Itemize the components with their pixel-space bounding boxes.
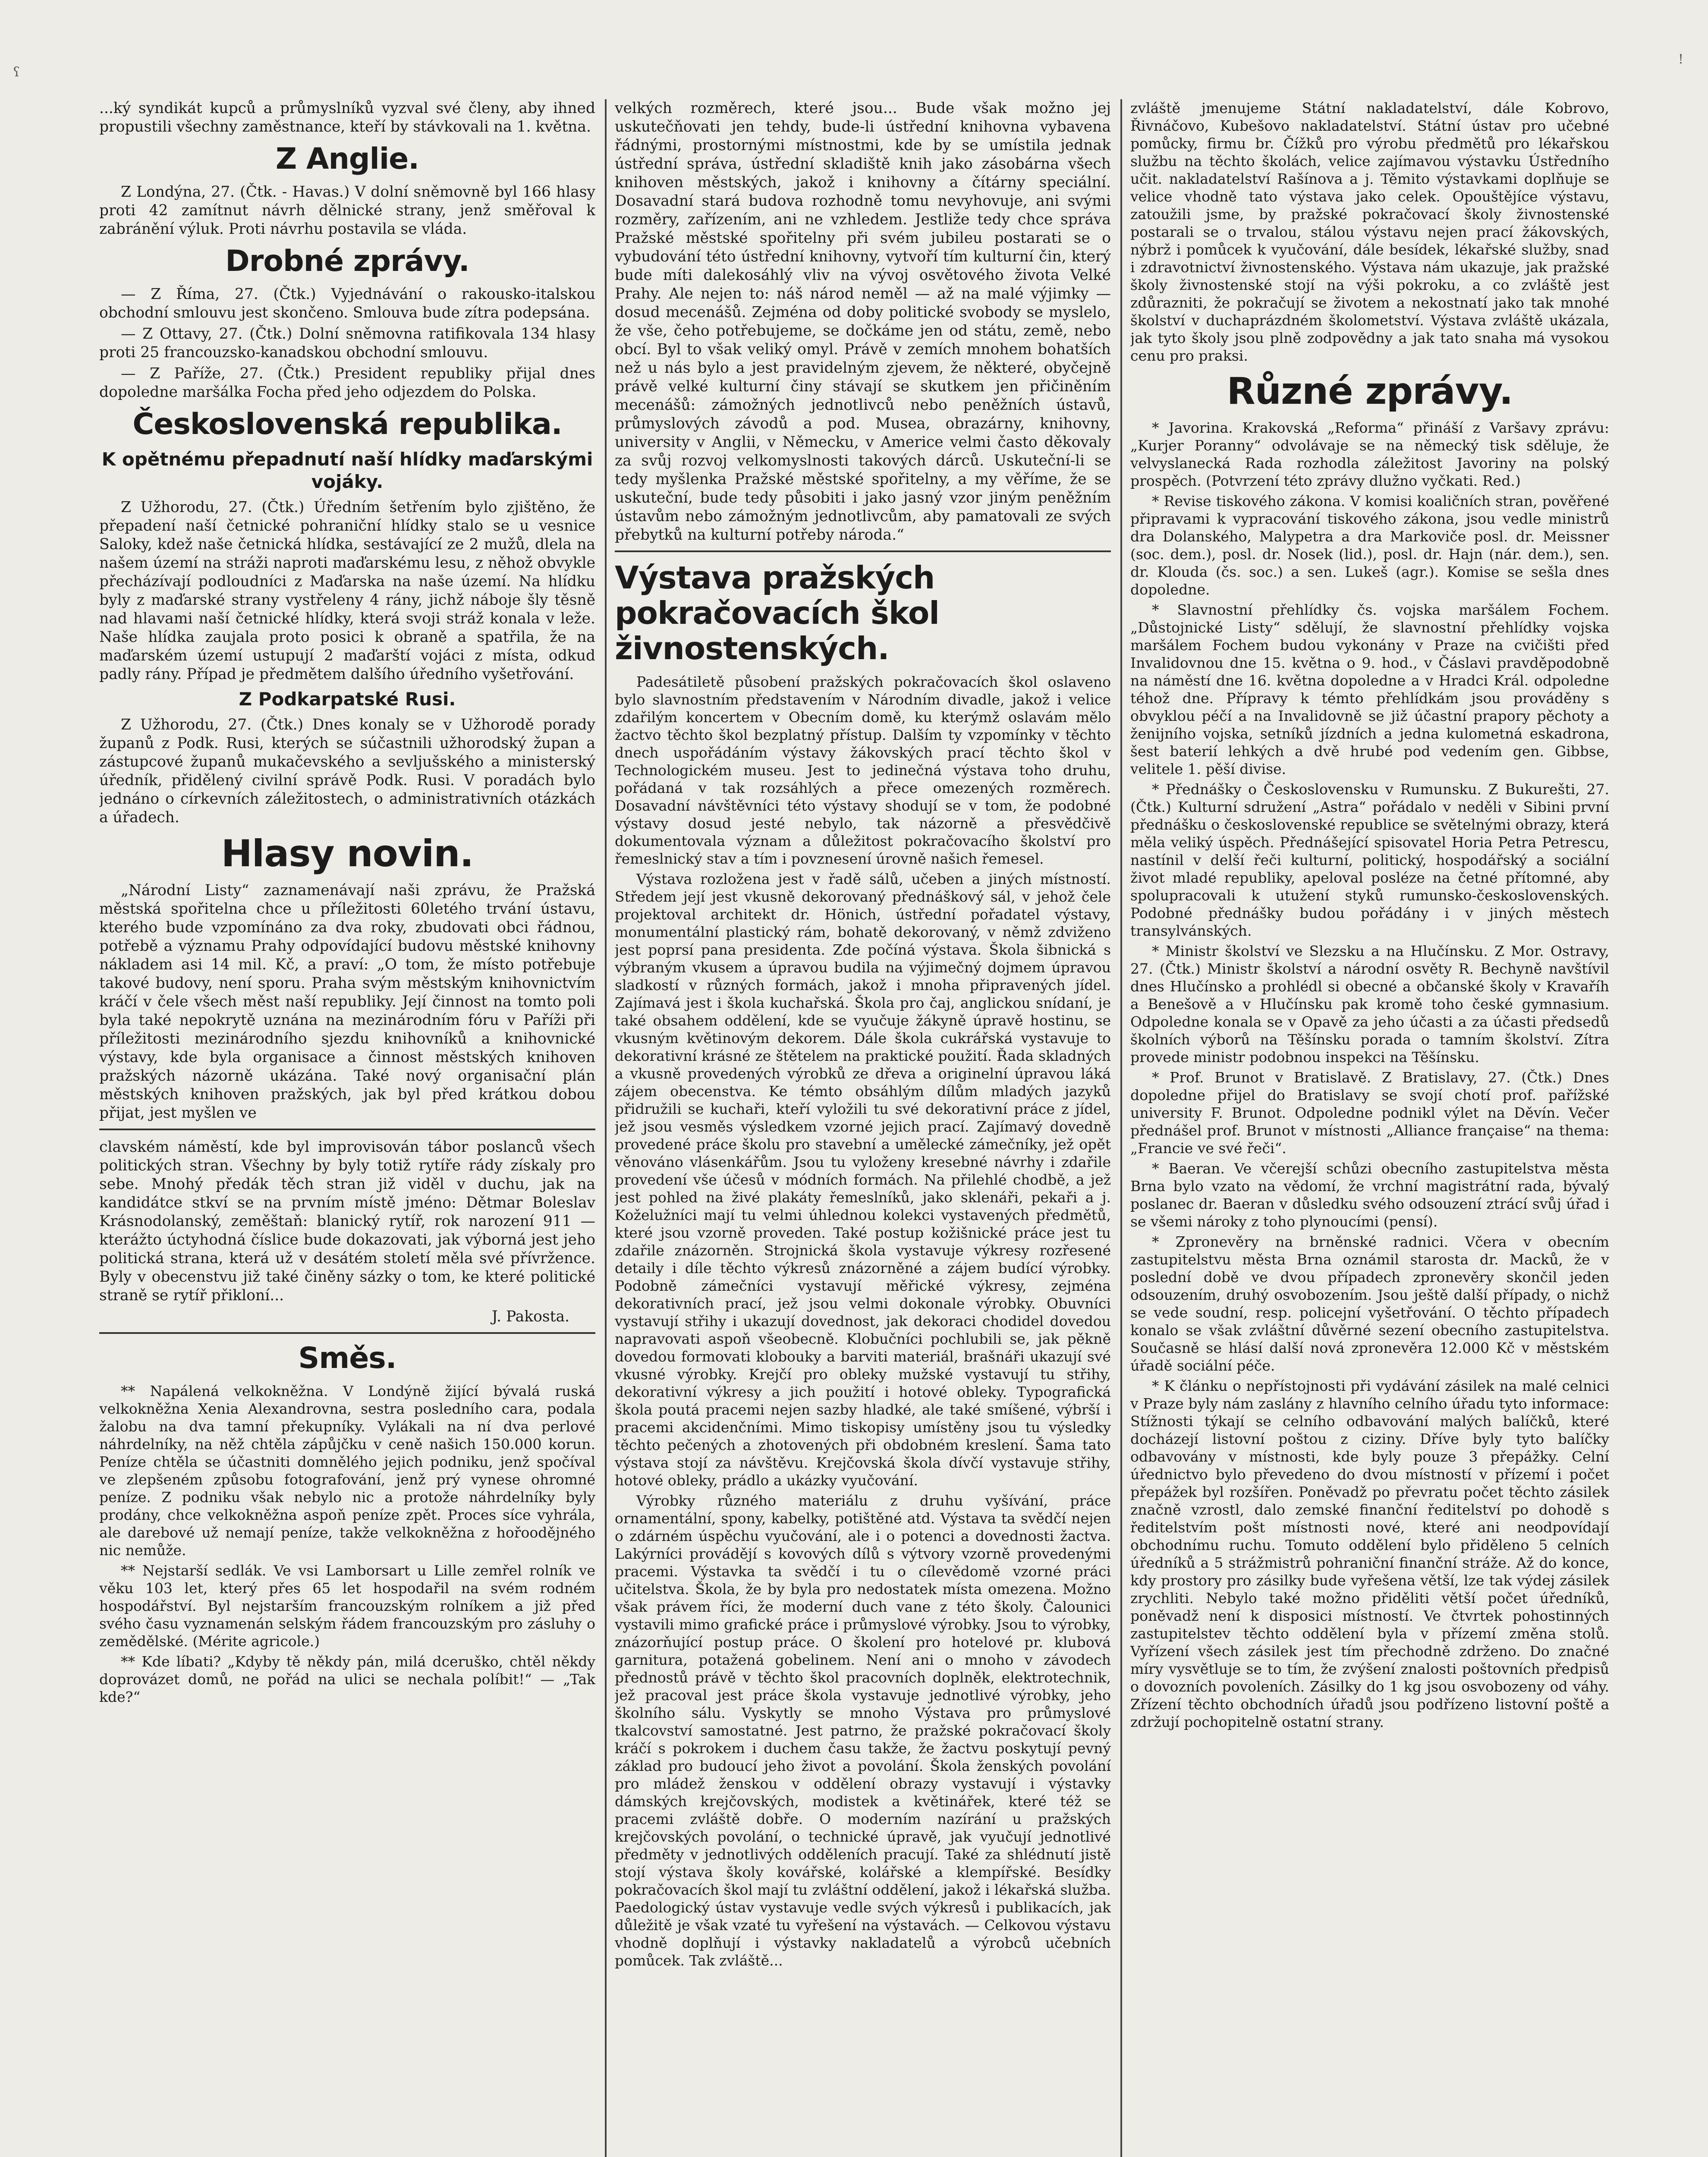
brief-ottava: — Z Ottavy, 27. (Čtk.) Dolní sněmovna ratifikovala 134 hlasy proti 25 francouzsko-kanadskou obchodní smlouvu. [99,325,595,361]
heading-smes: Směs. [298,1341,396,1375]
column-3 [1130,99,1609,2157]
article-uzhorod: Z Užhorodu, 27. (Čtk.) Úředním šetřením bylo zjištěno, že přepadení naší četnické pohraniční hlídky stalo se u vesnice Saloky, kdež naše četnická hlídka, sestávající ze 2 mužů, dlela na našem území na stráži naproti maďarskému lesu, z něhož obvykle přecházívají podloudníci z Maďarska na naše území. Na hlídku byly z maďarské strany vystřeleny 4 rány, jichž náboje šly těsně nad hlavami naší četnické hlídky, která svoji stráž konala v leže. Naše hlídka zaujala proto posici k obraně a spatřila, že na maďarském území ustupují 2 maďarští vojáci z místa, odkud padly rány. Případ je předmětem dalšího úředního vyšetřování. [99,499,595,683]
heading-ceskoslovenska-republika: Československá republika. [132,407,562,441]
corner-mark-right: ! [1678,52,1684,67]
column-2 [615,99,1111,2157]
vystava-paragraph-2: Výstava rozložena jest v řadě sálů, učeben a jiných místností. Středem její jest vkusně dekorovaný přednáškový sál, v jehož čele projektoval architekt dr. Hönich, ústřední pořadatel výstavy, monumentální plastický rám, bohatě dekorovaný, v němž zdviženo jest poprsí pana presidenta. Zde počíná výstava. Škola šibnická s výbraným vkusem a úpravou budila na výjimečný dojmem úpravou sladkostí v různých formách, jakož i mnoha připravených jídel. Zajímavá jest i škola kuchařská. Škola pro čaj, anglickou snídaní, je také obsahem oddělení, kde se vyučuje žákyně úpravě hostinu, se vkusným květinovým dekorem. Dále škola cukrářská vystavuje to dekorativní krásné ze štětelem na praktické použití. Řada skladných a vkusně provedených výrobků ze dřeva a originelní úpravou láká zájem obecenstva. Ke témto obsáhlým dílům mladých jazyků přidružili se kuchaři, kteří vyložili tu své dekorativní práce z jídel, jež jsou vesměs výsledkem vzorné jejich prací. Zajímavý dovedně provedené práce školu pro stavební a umělecké zámečníky, jež opět věnováno vlásenkářům. Jsou tu vyloženy kresebné návrhy i zdařile provedení vše účesů v módních formách. Na přilehlé chodbě, a jež jest pohled na živé plakáty řemeslníků, jako sklenáři, pekaři a j. Koželužníci mají tu velmi úhlednou kolekci vystavených předmětů, které jsou vzorně proveden. Také postup kožišnické práce jest tu zdařile znázorněn. Strojnická škola vystavuje výkresy rozřesené detaily i díle těchto výkresů znázorněné a zájem budící výrobky. Podobně zámečníci vystavují měřické výkresy, zejména dekorativních prací, jež jsou velmi dokonale výrobky. Obuvníci vystavují střihy i ukazují dovednost, jak dekoraci chodidel dovedou napravovati aspoň všeobecně. Klobučníci pochlubili se, jak pěkně dovedou formovati klobouky a barviti materiál, brašnáři ukazují své vkusné výrobky. Krejčí pro obleky mužské vystavují tu střihy, dekorativní výkresy a jich použití i hotové obleky. Typografická škola poutá pracemi nejen sazby hladké, ale také smíšené, výbrší i pracemi akcidenčními. Mimo tiskopisy umístěny jsou tu výsledky těchto pečených a zhotovených při obdobném kreslení. Šama tato výstava stojí za návštěvu. Krejčovská škola dívčí vystavuje střihy, hotové obleky, prádlo a ukázky vyučování. [615,871,1111,1489]
news-prehlidky-foch: * Slavnostní přehlídky čs. vojska maršálem Fochem. „Důstojnické Listy“ sdělují, že slavnostní přehlídky vojska maršálem Fochem budou vykonány v Praze na cvičišti před Invalidovnou dne 15. května o 9. hod., v Čáslavi pravděpodobně na náměstí dne 16. května dopoledne a v Hradci Král. odpoledne téhož dne. Přípravy k témto přehlídkám jsou prováděny s obvyklou péčí a na Invalidovně se již účastní prapory pěchoty a ženijního vojska, setníků jízdních a jedna kulometná eskadrona, šest baterií lehkých a dvě hrubé pod vedením gen. Gibbse, velitele 1. pěší divise. [1130,601,1609,777]
corner-mark-left: ʕ [13,65,20,80]
horizontal-rule-3 [615,550,1111,552]
column-divider-1 [605,99,607,2157]
news-mala-celnice: * K článku o nepřístojnosti při vydávání zásilek na malé celnici v Praze byly nám zaslány z hlavního celního úřadu tyto informace: Stížnosti týkají se celního odbavování malých balíčků, které docházejí listovní poštou z ciziny. Dříve byly tyto balíčky odbavovány v místnosti, kde byly pouze 3 přepážky. Celní úřednictvo bylo převedeno do dvou místností v přízemí i počet přepážek byl rozšířen. Poněvadž po převratu počet těchto zásilek značně vzrostl, dalo zemské finanční ředitelství po dohodě s ředitelstvím pošt místnosti nové, které ani neodpovídají obchodnímu ruchu. Tomuto oddělení bylo přiděleno 5 celních úředníků a 5 strážmistrů pohraniční finanční stráže. Až do konce, kdy prostory pro zásilky bude vyřešena větší, lze tak výdej zásilek zrychliti. Nebylo také možno přiděliti větší počet úředníků, poněvadž není k disposici místností. Ve čtvrtek pohostinných zastupitelstev těchto oddělení byla v přízemí změna stolů. Vyřízení všech zásilek jest tím přechodně zdrženo. Do značné míry vysvětluje se to tím, že zvýšení znalosti poštovních předpisů o dovozních povoleních. Zásilky do 1 kg jsou osvobozeny od váhy. Zřízení těchto obchodních úřadů jsou podřízeno listovní poště a zdržují pochopitelně ostatní strany. [1130,1377,1609,1730]
item-napalena-velkokneza: ** Napálená velkokněžna. V Londýně žijící bývalá ruská velkokněžna Xenia Alexandrovna, sestra posledního cara, podala žalobu na dva tamní překupníky. Vylákali na ní dva perlové náhrdelníky, na něž chtěla zápůjčku v ceně našich 150.000 korun. Peníze chtěla se účastniti domnělého jejich podniku, jenž spočíval ve zlepšeném způsobu fotografování, jenž prý vynese ohromné peníze. Z podniku však nebylo nic a protože náhrdelníky byly prodány, chce velkokněžna aspoň peníze zpět. Proces síce vyhrála, ale darebové už nemají peníze, takže velkokněžna z hořoodějného nic nemůže. [99,1383,595,1559]
vystava-paragraph-3: Výrobky různého materiálu z druhu vyšívání, práce ornamentální, spony, kabelky, potištěné atd. Výstava ta svědčí nejen o zdárném úspěchu vyučování, ale i o potenci a dovednosti žactva. Lakýrníci provádějí s kovových dílů s výtvory vzorně provedenými pracemi. Výstavka ta svědčí i tu o cílevědomě vzorné práci učitelstva. Škola, že by byla pro nedostatek místa omezena. Možno však právem říci, že moderní duch vane z této školy. Čalounici vystavili mimo grafické práce i průmyslové výrobky. Jsou to výrobky, znázorňující postup práce. O školení pro hotelové pr. klubová garnitura, potažená gobelinem. Není ani o mnoho v závodech přednostů právě v těchto škol pracovních doplněk, elektrotechnik, jež pracoval jest práce škola vystavuje jednotlivé výrobky, jeho školního sálu. Vyskytly se mnoho Výstava pro průmyslové tkalcovství samostatné. Jest patrno, že pražské pokračovací školy kráčí s pokrokem i duchem času takže, že žactvu poskytují pevný základ pro budoucí jeho život a povolání. Škola ženských povolání pro mládež ženskou v oddělení obrazy vystavují i výstavky dámských krejčovských, modistek a květinářek, které též se pracemi zvláště dobře. O moderním nazírání u pražských krejčovských povolání, o technické úpravě, jak vyučují jednotlivé předměty v jednotlivých odděleních pracují. Také za shlédnutí jistě stojí výstava školy kovářské, kolářské a klempířské. Besídky pokračovacích škol mají tu zvláštní oddělení, jakož i lékařská služba. Paedologický ústav vystavuje vedle svých výkresů i publikacích, jak důležitě je však vzaté tu vyřešení na výstavách. — Celkovou výstavu vhodně doplňují i výstavky nakladatelů a výrobců učebních pomůcek. Tak zvláště... [615,1492,1111,1969]
news-zpronevery-brno: * Zpronevěry na brněnské radnici. Včera v obecním zastupitelstvu města Brna oznámil starosta dr. Macků, že v poslední době ve dvou případech zpronevěry skončil jeden odsouzením, druhý osvobozením. Jsou ještě další případy, o nichž se vede soudní, resp. policejní vyšetřování. O těchto případech konalo se však zvláštní důvěrné sezení obecního zastupitelstva. Současně se hlásí další nová zpronevěra 12.000 Kč v městském úřadě sociální péče. [1130,1233,1609,1374]
column-1 [99,99,595,2157]
author-signature: J. Pakosta. [491,1308,569,1325]
vystava-conclusion: zvláště jmenujeme Státní nakladatelství, dále Kobrovo, Řivnáčovo, Kubešovo nakladatelství. Státní ústav pro učebné pomůcky, firmu br. Čížků pro výrobu předmětů pro lékařskou službu na těchto školách, velice zajímavou výstavku Ústředního učit. nakladatelství Rašínova a j. Těmito výstavkami doplňuje se velice vhodně tato výstava jako celek. Opouštějíce výstavu, zatoužili jsme, by pražské pokračovací školy živnostenské postarali se o trvalou, stálou výstavu nejen prací žákovských, nýbrž i pomůcek k vyučování, dále besídek, lékařské služby, snad i zdravotnictví živnostenského. Výstava nám ukazuje, jak pražské školy živnostenské stojí na výši pokroku, a co zvláště jest zdůrazniti, že pokračují se životem a nekostnatí jako tak mnohé školství v duchaprázdném školometství. Výstava zvláště ukázala, jak tyto školy jsou plně zodpovědny a jak tato snaha má vysokou cenu pro praksi. [1130,100,1609,364]
item-kde-libati: ** Kde líbati? „Kdyby tě někdy pán, milá dceruško, chtěl někdy doprovázet domů, ne pořád na ulici se nechala políbit!“ — „Tak kde?“ [99,1653,595,1705]
article-intro: ...ký syndikát kupců a průmyslníků vyzval své členy, aby ihned propustili všechny zaměstnance, kteří by stávkovali na 1. května. [99,100,595,135]
news-prednasky-rumunsko: * Přednášky o Československu v Rumunsku. Z Bukurešti, 27. (Čtk.) Kulturní sdružení „Astra“ pořádalo v neděli v Sibini první přednášku o československé republice se světelnými obrazy, která měla veliký úspěch. Přednášející spisovatel Horia Petra Petrescu, nastínil v delší řeči kulturní, politický, hospodářský a sociální život mladé republiky, apeloval posléze na četné přítomné, aby spolupracovali k utužení styků rumunsko-československých. Podobné přednášky budou pořádány i v jiných městech transylvánských. [1130,781,1609,939]
heading-hlasy-novin: Hlasy novin. [221,832,474,875]
news-baeran: * Baeran. Ve včerejší schůzi obecního zastupitelstva města Brna bylo vzato na vědomí, že vrchní magistrátní rada, bývalý poslanec dr. Baeran v důsledku svého odsouzení ztrácí svůj úřad i se všemi nároky z toho plynoucími (pensí). [1130,1160,1609,1230]
subheading-prepadnuti: K opětnému přepadnutí naší hlídky maďarskými vojáky. [101,449,593,492]
vystava-paragraph-1: Padesátiletě působení pražských pokračovacích škol oslaveno bylo slavnostním představením v Národním divadle, jakož i velice zdařilým koncertem v Obecním domě, ku kterýmž oslavám mělo žactvo těchto škol bezplatný přístup. Dalším ty vzpomínky v těchto dnech uspořádáním výstavy žákovských prací těchto škol v Technologickém museu. Jest to jedinečná výstava toho druhu, pořádaná v tak rozsáhlých a přece omezených rozměrech. Dosavadní návštěvníci této výstavy shodují se v tom, že podobné výstavy dosud jesté nebylo, tak názorně a přesvědčivě dokumentovala význam a důležitost pokračovacího školství pro řemeslnický stav a tím i povznesení úrovně našich řemesel. [615,673,1111,867]
horizontal-rule [99,1129,595,1130]
news-ministr-skolstvi: * Ministr školství ve Slezsku a na Hlučínsku. Z Mor. Ostravy, 27. (Čtk.) Ministr školství a národní osvěty R. Bechyně navštívil dnes Hlučínsko a prohlédl si obecné a občanské školy v Kravaříh a Benešově a v Hlučínsku pak kromě toho české gymnasium. Odpoledne konala se v Opavě za jeho účasti a za účasti předsedů školních výborů na Těšínsku porada o tamním školství. Zítra provede ministr podobnou inspekci na Těšínsku. [1130,943,1609,1066]
heading-z-anglie: Z Anglie. [275,142,419,176]
column-divider-2 [1120,99,1122,2157]
heading-drobne-zpravy: Drobné zprávy. [225,244,469,278]
article-anglie: Z Londýna, 27. (Čtk. - Havas.) V dolní sněmovně byl 166 hlasy proti 42 zamítnut návrh dělnické strany, jenž směřoval k zabránění výluk. Proti návrhu postavila se vláda. [99,183,595,238]
heading-podkarpatska-rus: Z Podkarpatské Rusi. [239,689,456,710]
news-revise-tiskoveho-zakona: * Revise tiskového zákona. V komisi koaličních stran, pověřené připravami k vypracování tiskového zákona, jsou vedle ministrů dra Dolanského, Malypetra a dra Markoviče posl. dr. Meissner (soc. dem.), posl. dr. Nosek (lid.), posl. dr. Hajn (nár. dem.), sen. dr. Klouda (čs. soc.) a sen. Lukeš (agr.). Komise se sešla dnes dopoledne. [1130,493,1609,598]
article-hlasy-novin: „Národní Listy“ zaznamenávají naši zprávu, že Pražská městská spořitelna chce u příležitosti 60letého trvání ústavu, kterého bude vzpomínáno za dva roky, zbudovati obci řádnou, potřebě a významu Prahy odpovídající budovu městské knihovny nákladem asi 14 mil. Kč, a praví: „O tom, že místo potřebuje takové budovy, není sporu. Praha svým městským knihovnictvím kráčí v čele všech měst naší republiky. Její činnost na tomto poli byla také nepokrytě uznána na mezinárodním fóru v Paříži při příležitosti mezinárodního sjezdu knihovníků a knihovnické výstavy, kde byla organisace a činnost městských knihoven pražských názorně ukázána. Také nový organisační plán městských knihoven pražských, jak byl před krátkou dobou přijat, jest myšlen ve [99,882,595,1122]
brief-pariz: — Z Paříže, 27. (Čtk.) President republiky přijal dnes dopoledne maršálka Focha před jeho odjezdem do Polska. [99,365,595,401]
heading-vystava: Výstava pražských pokračovacích škol živnostenských. [615,560,939,667]
news-prof-brunot: * Prof. Brunot v Bratislavě. Z Bratislavy, 27. (Čtk.) Dnes dopoledne přijel do Bratislavy se svojí chotí prof. pařížské university F. Brunot. Odpoledne podnikl výlet na Děvín. Večer přednášel prof. Brunot v místnosti „Alliance française“ na thema: „Francie ve své řeči“. [1130,1069,1609,1157]
newspaper-page [99,99,1609,2157]
article-podkarpatska: Z Užhorodu, 27. (Čtk.) Dnes konaly se v Užhorodě porady županů z Podk. Rusi, kterých se súčastnili užhorodský župan a zástupcové županů mukačevského a sevljušského a ministerský úředník, přidělený civilní správě Podk. Rusi. V poradách bylo jednáno o církevních záležitostech, o administrativních otázkách a úřadech. [99,716,595,826]
brief-rim: — Z Říma, 27. (Čtk.) Vyjednávání o rakousko-italskou obchodní smlouvu jest skončeno. Smlouva bude zítra podepsána. [99,286,595,321]
news-javorina: * Javorina. Krakovská „Reforma“ přináší z Varšavy zprávu: „Kurjer Poranny“ odvolávaje se na německý tisk sděluje, že velvyslanecká Rada rozhodla záležitost Javoriny na polský prospěch. (Potvrzení této zprávy dlužno vyčkati. Red.) [1130,419,1609,489]
hlasy-novin-continuation: velkých rozměrech, které jsou... Bude však možno jej uskutečňovati jen tehdy, bude-li ústřední knihovna vybavena řádnými, prostornými místnostmi, kde by se umístila jednak ústřední správa, ústřední skladiště knih jako zásobárna všech knihoven městských, jakož i knihovny a čítárny speciální. Dosavadní stará budova rozhodně tomu nevyhovuje, ani svými rozměry, zařízením, ani ne vzhledem. Jestliže tedy chce správa Pražské městské spořitelny při svém jubileu postarati se o vybudování této ústřední knihovny, vytvoří tím kulturní čin, který bude míti dalekosáhlý vliv na vývoj osvětového života Velké Prahy. Ale nejen to: náš národ neměl — až na malé výjimky — dosud mecenášů. Zejména od doby politické svobody se myslelo, že vše, čeho potřebujeme, se dočkáme jen od státu, země, nebo obcí. Byl to však veliký omyl. Právě v zemích mnohem bohatších než u nás bylo a jest pravidelným zjevem, že některé, obyčejně právě velké kulturní činy stávají se skutkem jen přičiněním mecenášů: zámožných jednotlivců nebo peněžních ústavů, průmyslových závodů a pod. Musea, obrazárny, knihovny, university v Anglii, v Německu, v Americe velmi často děkovaly za svůj rozvoj velkomyslnosti takových dárců. Uskuteční-li se tedy myšlenka Pražské městské spořitelny, a my věříme, že se uskuteční, bude tedy působiti i jako jasný vzor jiným peněžním ústavům nebo zámožným jednotlivcům, aby pamatovali ze svých přebytků na kulturní potřeby národa.“ [615,100,1111,544]
heading-ruzne-zpravy: Různé zprávy. [1227,370,1513,413]
feuilleton-continuation: clavském náměstí, kde byl improvisován tábor poslanců všech politických stran. Všechny by byly totiž rytíře rády získaly pro sebe. Mnohý předák těch stran již viděl v duchu, jak na kandidátce stkví se na prvním místě jméno: Dětmar Boleslav Krásnodolanský, zeměštaň: blanický rytíř, rok narození 911 — kterážto úctyhodná číslice bude dokazovati, jak výborná jest jeho politická strana, která už v desátém století měla své přívržence. Byly v obecenstvu již také činěny sázky o tom, ke které politické straně se rytíř přikloní... [99,1138,595,1304]
item-nejstarsi-sedlak: ** Nejstarší sedlák. Ve vsi Lamborsart u Lille zemřel rolník ve věku 103 let, který přes 65 let hospodařil na svém rodném hospodářství. Byl nejstarším francouzským rolníkem a již před svého času vyznamenán selským řádem francouzským pro zásluhy o zemědělské. (Mérite agricole.) [99,1562,595,1650]
horizontal-rule-2 [99,1332,595,1334]
